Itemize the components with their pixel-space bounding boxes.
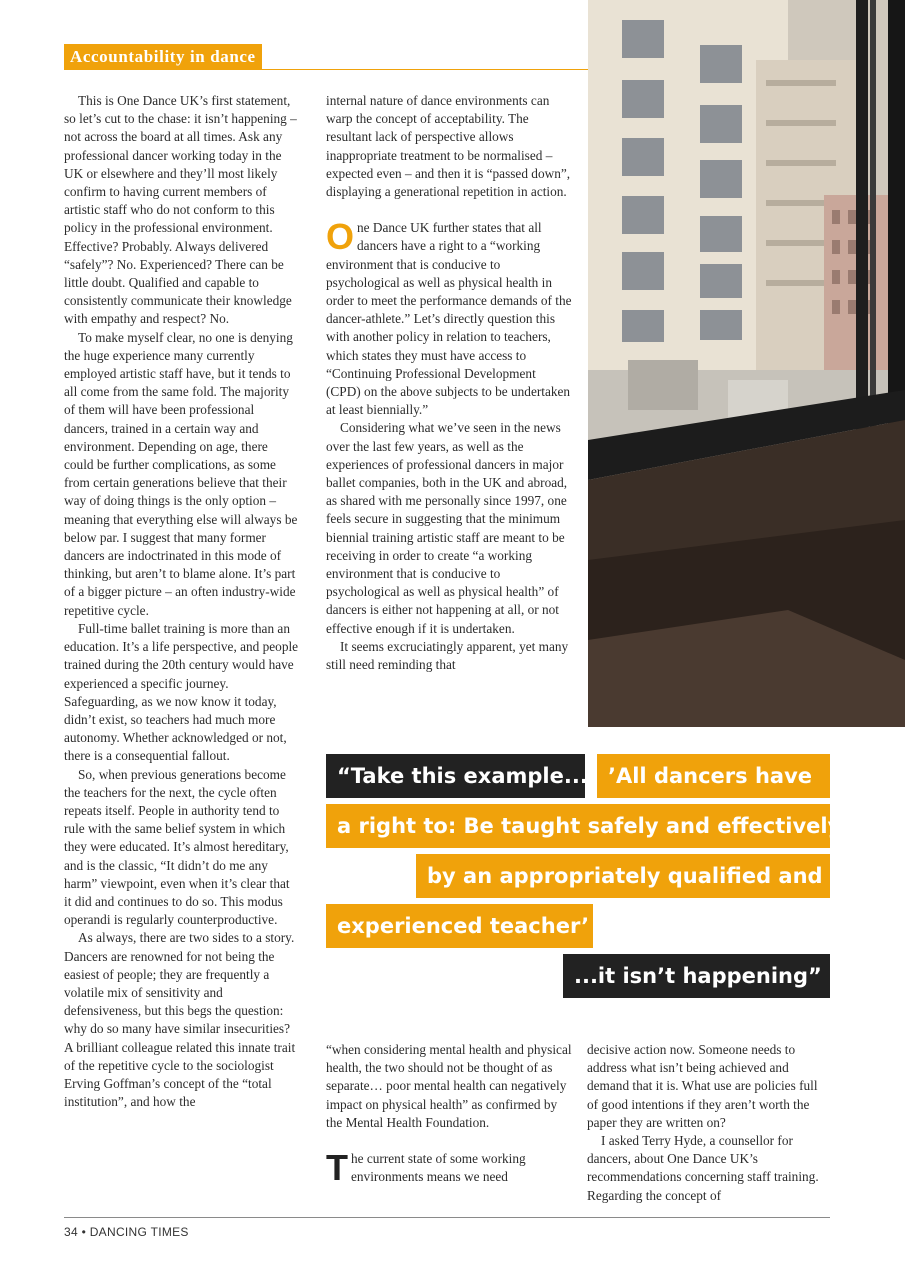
window-cityscape-photo bbox=[588, 0, 905, 727]
pull-quote-line: by an appropriately qualified and bbox=[416, 854, 830, 898]
footer-rule bbox=[64, 1217, 830, 1218]
drop-cap: O bbox=[326, 216, 355, 258]
paragraph: decisive action now. Someone needs to address what isn’t being achieved and demand that it is. What use are policies full of good intentions if they aren’t worth the paper they are written on? bbox=[587, 1042, 818, 1130]
paragraph: To make myself clear, no one is denying the huge experience many currently employed artistic staff have, but it tends to all come from the same fold. The majority of them will have been professional dancers, trained in a certain way and environment. Depending on age, there could be further complications, as some from certain generations believe that their way of doing things is the only option – meaning that everything else will always be below par. I suggest that many former dancers are indoctrinated in this mode of thinking, but aren’t to blame alone. It’s part of a bigger picture – an often industry-wide repetitive cycle. bbox=[64, 329, 298, 618]
paragraph: So, when previous generations become the teachers for the next, the cycle often repeats itself. People in authority tend to rule with the same belief system in which they were educated. It’s almost hereditary, and is the classic, “It didn’t do me any harm” viewpoint, even when it’s clear that it did and continues to do so. This modus operandi is regularly counterproductive. bbox=[64, 766, 290, 928]
page-folio: 34 • DANCING TIMES bbox=[64, 1225, 189, 1239]
pull-quote-line: experienced teacher’ bbox=[326, 904, 593, 948]
paragraph: Full-time ballet training is more than an education. It’s a life perspective, and people trained during the 20th century would have experienced a specific journey. Safeguarding, as we now know it today, didn’t exist, so teachers had much more autonomy. Whether acknowledged or not, there is a consequential fallout. bbox=[64, 620, 299, 764]
pull-quote-line: a right to: Be taught safely and effectively bbox=[326, 804, 830, 848]
paragraph: This is One Dance UK’s first statement, so let’s cut to the chase: it isn’t happening – not across the board at all times. Ask any professional dancer working today in the UK or elsewhere and they’ll most likely confirm to having current members of artistic staff who do not conform to this policy in the professional environment. Effective? Probably. Always delivered “safely”? No. Experienced? There can be little doubt. Qualified and capable to consistently communicate their knowledge with empathy and respect? No. bbox=[64, 93, 297, 327]
body-column-1 bbox=[64, 92, 300, 1111]
dropcap-paragraph: The current state of some working environments means we need bbox=[326, 1147, 526, 1189]
paragraph: I asked Terry Hyde, a counsellor for dancers, about One Dance UK’s recommendations concerning staff training. Regarding the concept of bbox=[587, 1133, 819, 1203]
pull-quote-line: “Take this example... bbox=[326, 754, 585, 798]
section-label: Accountability in dance bbox=[64, 44, 262, 70]
paragraph: As always, there are two sides to a story. Dancers are renowned for not being the easiest of people; they are frequently a volatile mix of sensitivity and defensiveness, but this begs the question: why do so many have similar insecurities? A brilliant colleague related this innate trait of the repetitive cycle to the sociologist Erving Goffman’s concept of the “total institution”, and how the bbox=[64, 930, 296, 1110]
pull-quote-line: ’All dancers have bbox=[597, 754, 830, 798]
drop-cap: T bbox=[326, 1147, 348, 1189]
body-column-2-bottom bbox=[326, 1041, 572, 1189]
pull-quote-line: ...it isn’t happening” bbox=[563, 954, 830, 998]
paragraph: It seems excruciatingly apparent, yet many still need reminding that bbox=[326, 638, 569, 673]
dropcap-paragraph: One Dance UK further states that all dancers have a right to a “working environment that is conducive to psychological as well as physical health in order to meet the performance demands of the dancer-athlete.” Let’s directly question this with another policy in relation to teachers, which states they must have access to “Continuing Professional Development (CPD) on the above subjects to be undertaken at least biennially.” bbox=[326, 216, 572, 418]
paragraph: internal nature of dance environments can warp the concept of acceptability. The resultant lack of perspective allows inappropriate treatment to be normalised – expected even – and then it is “passed down”, displaying a generational repetition in action. bbox=[326, 93, 571, 200]
body-column-2 bbox=[326, 92, 572, 674]
header-rule bbox=[64, 69, 588, 70]
paragraph: “when considering mental health and physical health, the two should not be thought of as separate… poor mental health can negatively impact on physical health” as confirmed by the Mental Health Foundation. bbox=[326, 1042, 572, 1130]
paragraph: Considering what we’ve seen in the news over the last few years, as well as the experiences of professional dancers in major ballet companies, both in the UK and abroad, as shared with me personally since 1997, one feels secure in suggesting that the minimum biennial training artistic staff are meant to be receiving in order to create “a working environment that is conducive to psychological as well as physical health” of dancers is either not happening at all, or not effective enough if it is undertaken. bbox=[326, 420, 568, 636]
body-column-3 bbox=[587, 1041, 831, 1205]
